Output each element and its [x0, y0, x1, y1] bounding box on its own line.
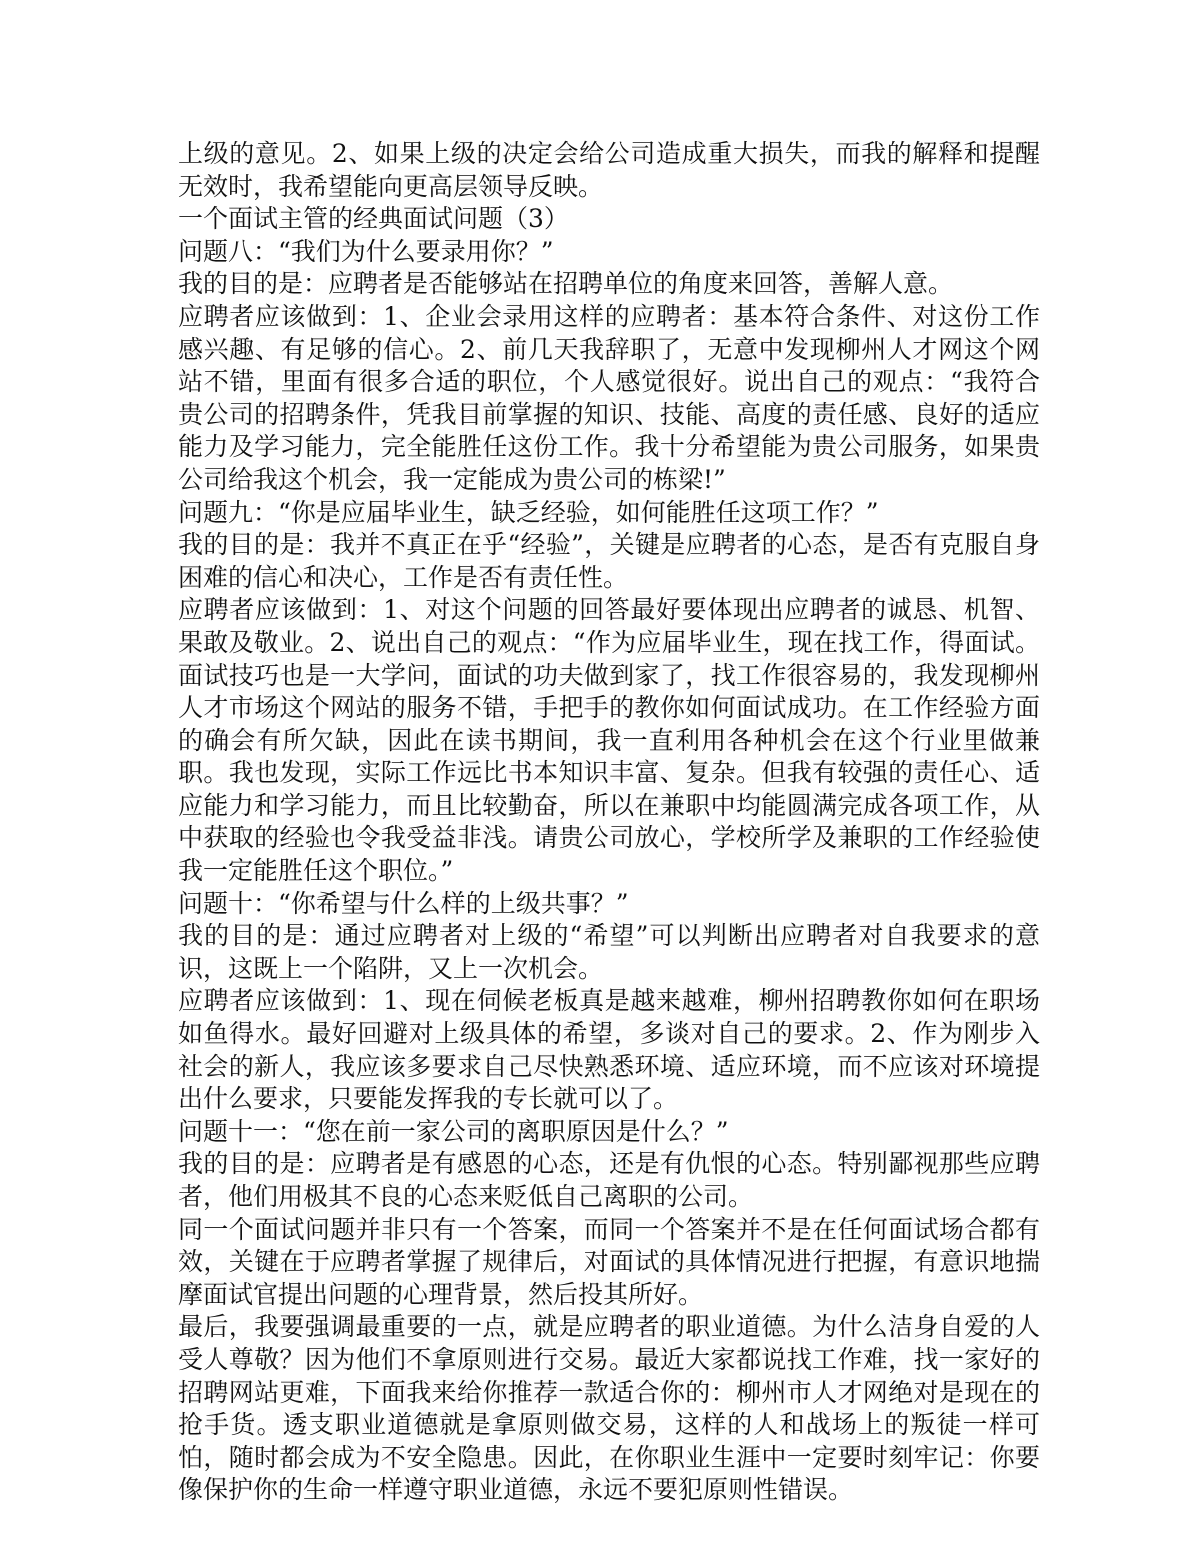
question-11-purpose: 我的目的是：应聘者是有感恩的心态，还是有仇恨的心态。特别鄙视那些应聘者，他们用极其不良的心态来贬低自己离职的公司。: [178, 1149, 1040, 1211]
closing-paragraph: 最后，我要强调最重要的一点，就是应聘者的职业道德。为什么洁身自爱的人受人尊敬？因为他们不拿原则进行交易。最近大家都说找工作难，找一家好的招聘网站更难，下面我来给你推荐一款适合你的：柳州市人才网绝对是现在的抢手货。透支职业道德就是拿原则做交易，这样的人和战场上的叛徒一样可怕，随时都会成为不安全隐患。因此，在你职业生涯中一定要时刻牢记：你要像保护你的生命一样遵守职业道德，永远不要犯原则性错误。: [178, 1312, 1040, 1505]
question-10-answer: 应聘者应该做到：1、现在伺候老板真是越来越难，柳州招聘教你如何在职场如鱼得水。最好回避对上级具体的希望，多谈对自己的要求。2、作为刚步入社会的新人，我应该多要求自己尽快熟悉环境、适应环境，而不应该对环境提出什么要求，只要能发挥我的专长就可以了。: [178, 986, 1040, 1114]
paragraph-continuation: 上级的意见。2、如果上级的决定会给公司造成重大损失，而我的解释和提醒无效时，我希望能向更高层领导反映。: [178, 139, 1040, 201]
question-9: 问题九：“你是应届毕业生，缺乏经验，如何能胜任这项工作？”: [178, 497, 879, 527]
document-body: [178, 138, 1040, 1507]
question-9-answer: 应聘者应该做到：1、对这个问题的回答最好要体现出应聘者的诚恳、机智、果敢及敬业。2、说出自己的观点：“作为应届毕业生，现在找工作，得面试。面试技巧也是一大学问，面试的功夫做到家了，找工作很容易的，我发现柳州人才市场这个网站的服务不错，手把手的教你如何面试成功。在工作经验方面的确会有所欠缺，因此在读书期间，我一直利用各种机会在这个行业里做兼职。我也发现，实际工作远比书本知识丰富、复杂。但我有较强的责任心、适应能力和学习能力，而且比较勤奋，所以在兼职中均能圆满完成各项工作，从中获取的经验也令我受益非浅。请贵公司放心，学校所学及兼职的工作经验使我一定能胜任这个职位。”: [178, 595, 1040, 886]
question-10-purpose: 我的目的是：通过应聘者对上级的“希望”可以判断出应聘者对自我要求的意识，这既上一个陷阱，又上一次机会。: [178, 921, 1040, 983]
question-8: 问题八：“我们为什么要录用你？”: [178, 236, 554, 266]
question-8-answer: 应聘者应该做到：1、企业会录用这样的应聘者：基本符合条件、对这份工作感兴趣、有足够的信心。2、前几天我辞职了，无意中发现柳州人才网这个网站不错，里面有很多合适的职位，个人感觉很好。说出自己的观点：“我符合贵公司的招聘条件，凭我目前掌握的知识、技能、高度的责任感、良好的适应能力及学习能力，完全能胜任这份工作。我十分希望能为贵公司服务，如果贵公司给我这个机会，我一定能成为贵公司的栋梁!”: [178, 301, 1040, 494]
question-8-purpose: 我的目的是：应聘者是否能够站在招聘单位的角度来回答，善解人意。: [178, 269, 954, 299]
question-11: 问题十一：“您在前一家公司的离职原因是什么？”: [178, 1116, 729, 1146]
summary-paragraph: 同一个面试问题并非只有一个答案，而同一个答案并不是在任何面试场合都有效，关键在于应聘者掌握了规律后，对面试的具体情况进行把握，有意识地揣摩面试官提出问题的心理背景，然后投其所好。: [178, 1214, 1040, 1309]
question-10: 问题十：“你希望与什么样的上级共事？”: [178, 888, 629, 918]
question-9-purpose: 我的目的是：我并不真正在乎“经验”，关键是应聘者的心态，是否有克服自身困难的信心和决心，工作是否有责任性。: [178, 530, 1040, 592]
section-heading: 一个面试主管的经典面试问题（3）: [178, 204, 569, 234]
